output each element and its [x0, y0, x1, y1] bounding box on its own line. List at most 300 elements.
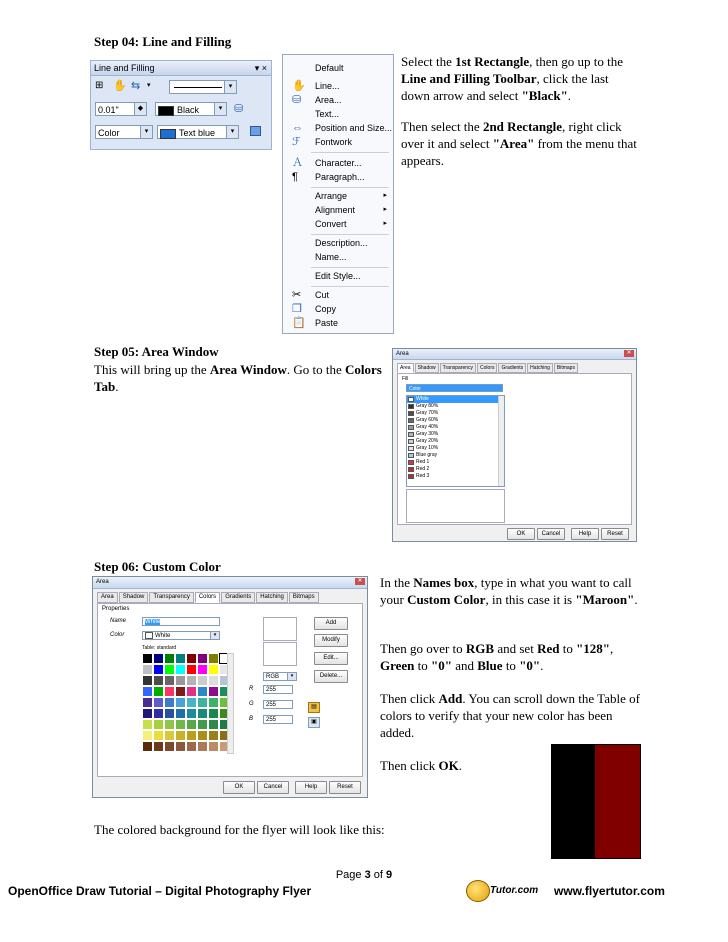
- toolbar-titlebar: [91, 61, 271, 76]
- text: Then go over to: [380, 641, 466, 656]
- text: ,: [610, 641, 614, 656]
- palette-color-cell[interactable]: [142, 675, 153, 686]
- palette-color-cell[interactable]: [197, 675, 208, 686]
- color-window-titlebar: [93, 577, 367, 589]
- color-swatch: [408, 453, 414, 458]
- footer-website[interactable]: www.flyertutor.com: [554, 884, 665, 898]
- text-bold: 9: [386, 869, 393, 881]
- palette-color-cell[interactable]: [186, 664, 197, 675]
- list-item[interactable]: [407, 431, 504, 438]
- preview-new: [263, 642, 297, 666]
- step04-instructions-1: [401, 53, 637, 104]
- palette-color-cell[interactable]: [186, 719, 197, 730]
- green-value: 255: [266, 702, 277, 708]
- text-bold: Blue: [477, 658, 503, 673]
- list-item-label: Red 3: [416, 473, 430, 479]
- color-swatch: [408, 432, 414, 437]
- palette-color-cell[interactable]: [197, 741, 208, 752]
- step06-instructions-3: [380, 690, 640, 741]
- black-swatch: [158, 106, 174, 116]
- area-color-value: Text blue: [179, 128, 216, 138]
- green-input[interactable]: [263, 700, 293, 709]
- step05-heading: Step 05: Area Window: [94, 344, 219, 359]
- area-icon: ⛁: [292, 94, 302, 106]
- name-value: White: [145, 619, 161, 625]
- text: .: [458, 758, 462, 773]
- list-item[interactable]: [407, 459, 504, 466]
- page-number: [0, 869, 728, 881]
- palette-color-cell[interactable]: [164, 697, 175, 708]
- scrollbar[interactable]: [498, 396, 504, 486]
- blue-input[interactable]: [263, 715, 293, 724]
- step06-heading: Step 06: Custom Color: [94, 559, 221, 574]
- text: , right click over it and select: [401, 119, 622, 151]
- palette-color-cell[interactable]: [175, 686, 186, 697]
- tab-transparency[interactable]: Transparency: [440, 363, 476, 373]
- color-label: Color: [110, 632, 125, 638]
- palette-color-cell[interactable]: [186, 730, 197, 741]
- color-model-select[interactable]: [263, 672, 297, 681]
- text: Then select the: [401, 119, 483, 134]
- list-item-label: Gray 70%: [416, 410, 439, 416]
- text: . You can scroll down the Table of colors to verify that your new color has been added.: [380, 691, 640, 740]
- line-style-select[interactable]: [169, 80, 237, 94]
- chevron-down-icon[interactable]: ▾: [210, 632, 219, 639]
- menu-item-cut[interactable]: Cut: [315, 290, 330, 300]
- toolbar-row-2: [91, 98, 271, 120]
- palette-color-cell[interactable]: [153, 686, 164, 697]
- palette-color-cell[interactable]: [153, 697, 164, 708]
- text-bold: Add: [438, 691, 463, 706]
- list-item[interactable]: [407, 445, 504, 452]
- context-menu: [282, 54, 394, 334]
- text-bold: "0": [431, 658, 452, 673]
- text: .: [567, 88, 572, 103]
- color-list[interactable]: [406, 395, 505, 487]
- text: to: [414, 658, 432, 673]
- palette-color-cell[interactable]: [208, 719, 219, 730]
- black-rectangle: [552, 745, 595, 858]
- palette-color-cell[interactable]: [153, 719, 164, 730]
- r-label: R: [249, 686, 254, 692]
- palette-color-cell[interactable]: [142, 653, 153, 664]
- menu-item-convert[interactable]: Convert: [315, 219, 347, 229]
- chevron-down-icon[interactable]: ▾: [140, 126, 152, 138]
- menu-item-alignment[interactable]: Alignment: [315, 205, 356, 215]
- palette-color-cell[interactable]: [197, 653, 208, 664]
- line-color-dropdown-arrow[interactable]: ▾: [214, 103, 226, 115]
- palette-color-cell[interactable]: [164, 653, 175, 664]
- palette-color-cell[interactable]: [153, 675, 164, 686]
- tab-transparency[interactable]: Transparency: [149, 592, 193, 603]
- menu-item-line[interactable]: Line...: [315, 81, 340, 91]
- text: and set: [494, 641, 538, 656]
- save-icon[interactable]: ▣: [308, 717, 320, 728]
- area-fill-icon[interactable]: ⛁: [234, 103, 244, 115]
- palette-color-cell[interactable]: [142, 708, 153, 719]
- palette-color-cell[interactable]: [164, 719, 175, 730]
- text-bold: Colors Tab: [94, 362, 382, 394]
- area-style-value: Color: [98, 128, 120, 138]
- line-color-value: Black: [177, 105, 200, 115]
- list-item-label: Gray 30%: [416, 431, 439, 437]
- list-item-label: Blue gray: [416, 452, 438, 458]
- flyer-caption: The colored background for the flyer will look like this:: [94, 822, 385, 837]
- color-select[interactable]: [142, 631, 220, 640]
- submenu-arrow-icon: ▸: [383, 206, 387, 213]
- palette-color-cell[interactable]: [208, 697, 219, 708]
- reset-button[interactable]: Reset: [601, 528, 629, 540]
- menu-item-arrange[interactable]: Arrange: [315, 191, 348, 201]
- menu-item-paragraph[interactable]: Paragraph...: [315, 172, 365, 182]
- palette-color-cell[interactable]: [142, 741, 153, 752]
- toolbar-title: Line and Filling: [94, 63, 155, 73]
- palette-color-cell[interactable]: [197, 664, 208, 675]
- palette-color-cell[interactable]: [164, 686, 175, 697]
- area-style-select[interactable]: [95, 125, 153, 139]
- color-swatch: [145, 632, 153, 639]
- help-button[interactable]: Help: [295, 781, 327, 794]
- line-icon: ✋: [292, 80, 306, 92]
- text-bold: Names box: [413, 575, 475, 590]
- menu-item-character[interactable]: Character...: [315, 158, 362, 168]
- text: to: [502, 658, 520, 673]
- color-swatch: [408, 474, 414, 479]
- text: Page: [335, 869, 365, 881]
- palette-color-cell[interactable]: [142, 719, 153, 730]
- delete-button[interactable]: Delete...: [314, 670, 348, 683]
- palette-color-cell[interactable]: [208, 741, 219, 752]
- color-swatch: [408, 467, 414, 472]
- paragraph-icon: ¶: [292, 171, 298, 183]
- menu-item-position-size[interactable]: Position and Size...: [315, 123, 393, 133]
- palette-color-cell[interactable]: [186, 708, 197, 719]
- list-item-label: White: [416, 396, 429, 402]
- text-bold: Custom Color: [407, 592, 486, 607]
- palette-color-cell[interactable]: [175, 730, 186, 741]
- text: This will bring up the: [94, 362, 210, 377]
- color-model-value: RGB: [266, 674, 280, 680]
- text-bold: RGB: [465, 641, 495, 656]
- palette-color-cell[interactable]: [175, 664, 186, 675]
- cut-icon: ✂: [292, 289, 302, 301]
- menu-item-default[interactable]: Default: [315, 63, 344, 73]
- ok-button[interactable]: OK: [507, 528, 535, 540]
- spin-icon[interactable]: ◆: [134, 103, 146, 115]
- area-tab-panel: [397, 373, 632, 525]
- cancel-button[interactable]: Cancel: [537, 528, 565, 540]
- maroon-rectangle: [595, 745, 640, 858]
- toolbar-row-3: [91, 120, 271, 142]
- text-bold: Area Window: [209, 362, 287, 377]
- paste-icon: 📋: [292, 317, 306, 329]
- text: , in this case it is: [485, 592, 576, 607]
- tab-gradients[interactable]: Gradients: [498, 363, 526, 373]
- step04-instructions-2: [401, 118, 637, 169]
- footer-title: OpenOffice Draw Tutorial – Digital Photography Flyer: [8, 884, 312, 898]
- line-width-value: 0.01": [98, 105, 119, 115]
- text-bold: 2nd Rectangle: [482, 119, 563, 134]
- palette-color-cell[interactable]: [153, 730, 164, 741]
- palette-color-cell[interactable]: [197, 697, 208, 708]
- text: Select the: [401, 54, 456, 69]
- cancel-button[interactable]: Cancel: [257, 781, 289, 794]
- logo-sun-icon: [466, 880, 490, 902]
- list-item-label: Red 1: [416, 459, 430, 465]
- step04-heading: Step 04: Line and Filling: [94, 34, 232, 49]
- color-swatch: [408, 425, 414, 430]
- list-item-label: Gray 10%: [416, 445, 439, 451]
- text-bold: "Area": [492, 136, 535, 151]
- text-bold: 1st Rectangle: [455, 54, 530, 69]
- tab-colors[interactable]: Colors: [477, 363, 497, 373]
- palette-color-cell[interactable]: [153, 664, 164, 675]
- line-width-field[interactable]: [95, 102, 147, 116]
- menu-item-name[interactable]: Name...: [315, 252, 347, 262]
- add-button[interactable]: Add: [314, 617, 348, 630]
- color-window-tabs: [97, 592, 320, 603]
- step06-instructions-1: [380, 574, 640, 608]
- arrow-style-icon[interactable]: ⇆: [131, 80, 141, 92]
- fill-value: Color: [409, 386, 421, 392]
- text: , type in what you want to call your: [380, 575, 632, 607]
- list-item-label: Gray 40%: [416, 424, 439, 430]
- color-value: White: [155, 633, 171, 640]
- palette-color-cell[interactable]: [208, 686, 219, 697]
- area-color-dropdown-arrow[interactable]: ▾: [226, 126, 238, 138]
- color-window-title: Area: [96, 579, 109, 585]
- color-swatch: [408, 439, 414, 444]
- list-item-label: Gray 20%: [416, 438, 439, 444]
- text-bold: "128": [576, 641, 611, 656]
- palette-color-cell[interactable]: [164, 675, 175, 686]
- b-label: B: [249, 716, 254, 722]
- line-and-filling-toolbar: [90, 60, 272, 150]
- palette-color-cell[interactable]: [175, 719, 186, 730]
- color-window: [92, 576, 368, 798]
- color-swatch: [408, 418, 414, 423]
- flyer-preview: [551, 744, 641, 859]
- character-icon: Ａ: [292, 157, 303, 169]
- palette-color-cell[interactable]: [153, 708, 164, 719]
- copy-icon: ❐: [292, 303, 302, 315]
- red-value: 255: [266, 687, 277, 693]
- ok-button[interactable]: OK: [223, 781, 255, 794]
- text: and: [451, 658, 478, 673]
- text: .: [634, 592, 638, 607]
- text: In the: [380, 575, 414, 590]
- tab-gradients[interactable]: Gradients: [221, 592, 255, 603]
- preview-old: [263, 617, 297, 641]
- tab-hatching[interactable]: Hatching: [527, 363, 553, 373]
- palette-color-cell[interactable]: [208, 653, 219, 664]
- fill-label: Fill: [402, 376, 409, 382]
- text: Then click: [380, 691, 439, 706]
- step06-instructions-2: [380, 640, 640, 674]
- palette-color-cell[interactable]: [208, 664, 219, 675]
- submenu-arrow-icon: ▸: [383, 220, 387, 227]
- open-folder-icon[interactable]: ▤: [308, 702, 320, 713]
- palette-color-cell[interactable]: [208, 708, 219, 719]
- menu-separator: [311, 187, 389, 188]
- list-item[interactable]: [407, 396, 504, 403]
- area-color-select[interactable]: [157, 125, 239, 139]
- text: from the menu that appears.: [401, 136, 637, 168]
- palette-color-cell[interactable]: [175, 708, 186, 719]
- text: . Go to the: [286, 362, 345, 377]
- chevron-down-icon[interactable]: ▾: [287, 673, 296, 680]
- text-bold: "Black": [521, 88, 568, 103]
- text: , click the last down arrow and select: [401, 71, 609, 103]
- colors-tab-panel: [97, 603, 363, 777]
- area-window-titlebar: [393, 349, 636, 360]
- palette-color-cell[interactable]: [186, 675, 197, 686]
- list-item-label: Gray 60%: [416, 417, 439, 423]
- palette-color-cell[interactable]: [197, 686, 208, 697]
- area-window-title: Area: [396, 351, 409, 357]
- palette-color-cell[interactable]: [142, 697, 153, 708]
- shadow-icon[interactable]: [250, 126, 261, 136]
- logo-text: Tutor.com: [490, 885, 539, 896]
- palette-color-cell[interactable]: [164, 708, 175, 719]
- color-swatch: [408, 460, 414, 465]
- chevron-down-icon[interactable]: ▾: [147, 82, 151, 89]
- list-item[interactable]: [407, 466, 504, 473]
- text-bold: "0": [519, 658, 541, 673]
- toolbar-row-1: [91, 76, 271, 98]
- modify-button[interactable]: Modify: [314, 634, 348, 647]
- list-item[interactable]: [407, 438, 504, 445]
- list-item[interactable]: [407, 410, 504, 417]
- reset-button[interactable]: Reset: [329, 781, 361, 794]
- tab-colors[interactable]: Colors: [195, 592, 220, 603]
- text-bold: OK: [438, 758, 459, 773]
- palette-color-cell[interactable]: [153, 741, 164, 752]
- text-bold: 3: [364, 869, 371, 881]
- palette-color-cell[interactable]: [175, 653, 186, 664]
- color-swatch: [408, 404, 414, 409]
- menu-separator: [311, 267, 389, 268]
- palette-color-cell[interactable]: [153, 653, 164, 664]
- fontwork-icon: ℱ: [292, 136, 301, 148]
- area-window-tabs: [397, 363, 579, 373]
- close-icon[interactable]: ✕: [355, 578, 365, 585]
- palette-color-cell[interactable]: [186, 653, 197, 664]
- menu-item-paste[interactable]: Paste: [315, 318, 339, 328]
- color-swatch: [408, 397, 414, 402]
- menu-separator: [311, 286, 389, 287]
- line-color-select[interactable]: [155, 102, 227, 116]
- red-input[interactable]: [263, 685, 293, 694]
- position-size-icon: ⇔: [292, 122, 303, 134]
- step06-instructions-4: [380, 757, 540, 774]
- text-blue-swatch: [160, 129, 176, 139]
- palette-color-cell[interactable]: [175, 741, 186, 752]
- list-item[interactable]: [407, 452, 504, 459]
- text-bold: "Maroon": [575, 592, 635, 607]
- text-bold: Green: [380, 658, 415, 673]
- tab-area[interactable]: Area: [397, 363, 414, 373]
- palette-color-cell[interactable]: [164, 664, 175, 675]
- fill-select[interactable]: [406, 384, 503, 392]
- palette-color-cell[interactable]: [164, 730, 175, 741]
- table-label: Table: standard: [142, 645, 177, 651]
- submenu-arrow-icon: ▸: [383, 192, 387, 199]
- area-window: [392, 348, 637, 542]
- toolbar-close-icon[interactable]: ▾ ×: [254, 63, 267, 73]
- menu-item-fontwork[interactable]: Fontwork: [315, 137, 353, 147]
- menu-item-edit-style[interactable]: Edit Style...: [315, 271, 361, 281]
- g-label: G: [249, 701, 254, 707]
- list-item[interactable]: [407, 473, 504, 480]
- tab-shadow[interactable]: Shadow: [119, 592, 149, 603]
- text: .: [115, 379, 119, 394]
- flyertutor-logo: [466, 880, 546, 902]
- line-icon[interactable]: ✋: [113, 80, 127, 92]
- palette-color-cell[interactable]: [175, 675, 186, 686]
- list-item-label: Red 2: [416, 466, 430, 472]
- menu-item-text[interactable]: Text...: [315, 109, 340, 119]
- styles-icon[interactable]: ⊞: [95, 80, 104, 91]
- tab-area[interactable]: Area: [97, 592, 118, 603]
- palette-color-cell[interactable]: [186, 741, 197, 752]
- palette-color-cell[interactable]: [197, 719, 208, 730]
- tab-bitmaps[interactable]: Bitmaps: [289, 592, 319, 603]
- menu-item-description[interactable]: Description...: [315, 238, 368, 248]
- palette-color-cell[interactable]: [164, 741, 175, 752]
- name-label: Name: [110, 618, 127, 624]
- palette-color-cell[interactable]: [142, 730, 153, 741]
- blue-value: 255: [266, 717, 277, 723]
- palette-scrollbar[interactable]: [227, 653, 234, 754]
- chevron-down-icon[interactable]: ▾: [224, 81, 236, 93]
- color-swatch: [408, 446, 414, 451]
- palette-color-cell[interactable]: [175, 697, 186, 708]
- color-palette[interactable]: [142, 653, 230, 752]
- tab-shadow[interactable]: Shadow: [415, 363, 439, 373]
- tab-hatching[interactable]: Hatching: [256, 592, 288, 603]
- palette-color-cell[interactable]: [142, 664, 153, 675]
- menu-separator: [311, 234, 389, 235]
- list-item[interactable]: [407, 424, 504, 431]
- step05-instructions: [94, 361, 384, 395]
- text: to: [559, 641, 577, 656]
- help-button[interactable]: Help: [571, 528, 599, 540]
- palette-color-cell[interactable]: [208, 675, 219, 686]
- text: .: [540, 658, 544, 673]
- list-item[interactable]: [407, 403, 504, 410]
- palette-color-cell[interactable]: [208, 730, 219, 741]
- palette-color-cell[interactable]: [197, 730, 208, 741]
- text-bold: Line and Filling Toolbar: [401, 71, 537, 86]
- edit-button[interactable]: Edit...: [314, 652, 348, 665]
- palette-color-cell[interactable]: [186, 697, 197, 708]
- menu-separator: [311, 152, 389, 153]
- palette-color-cell[interactable]: [142, 686, 153, 697]
- text: of: [370, 869, 387, 881]
- palette-color-cell[interactable]: [197, 708, 208, 719]
- close-icon[interactable]: ✕: [624, 350, 634, 357]
- tab-bitmaps[interactable]: Bitmaps: [554, 363, 578, 373]
- name-input[interactable]: [142, 617, 220, 626]
- properties-label: Properties: [102, 606, 130, 612]
- list-item[interactable]: [407, 417, 504, 424]
- palette-color-cell[interactable]: [186, 686, 197, 697]
- menu-item-copy[interactable]: Copy: [315, 304, 337, 314]
- color-swatch: [408, 411, 414, 416]
- text: , then go up to the: [529, 54, 624, 69]
- menu-item-area[interactable]: Area...: [315, 95, 342, 105]
